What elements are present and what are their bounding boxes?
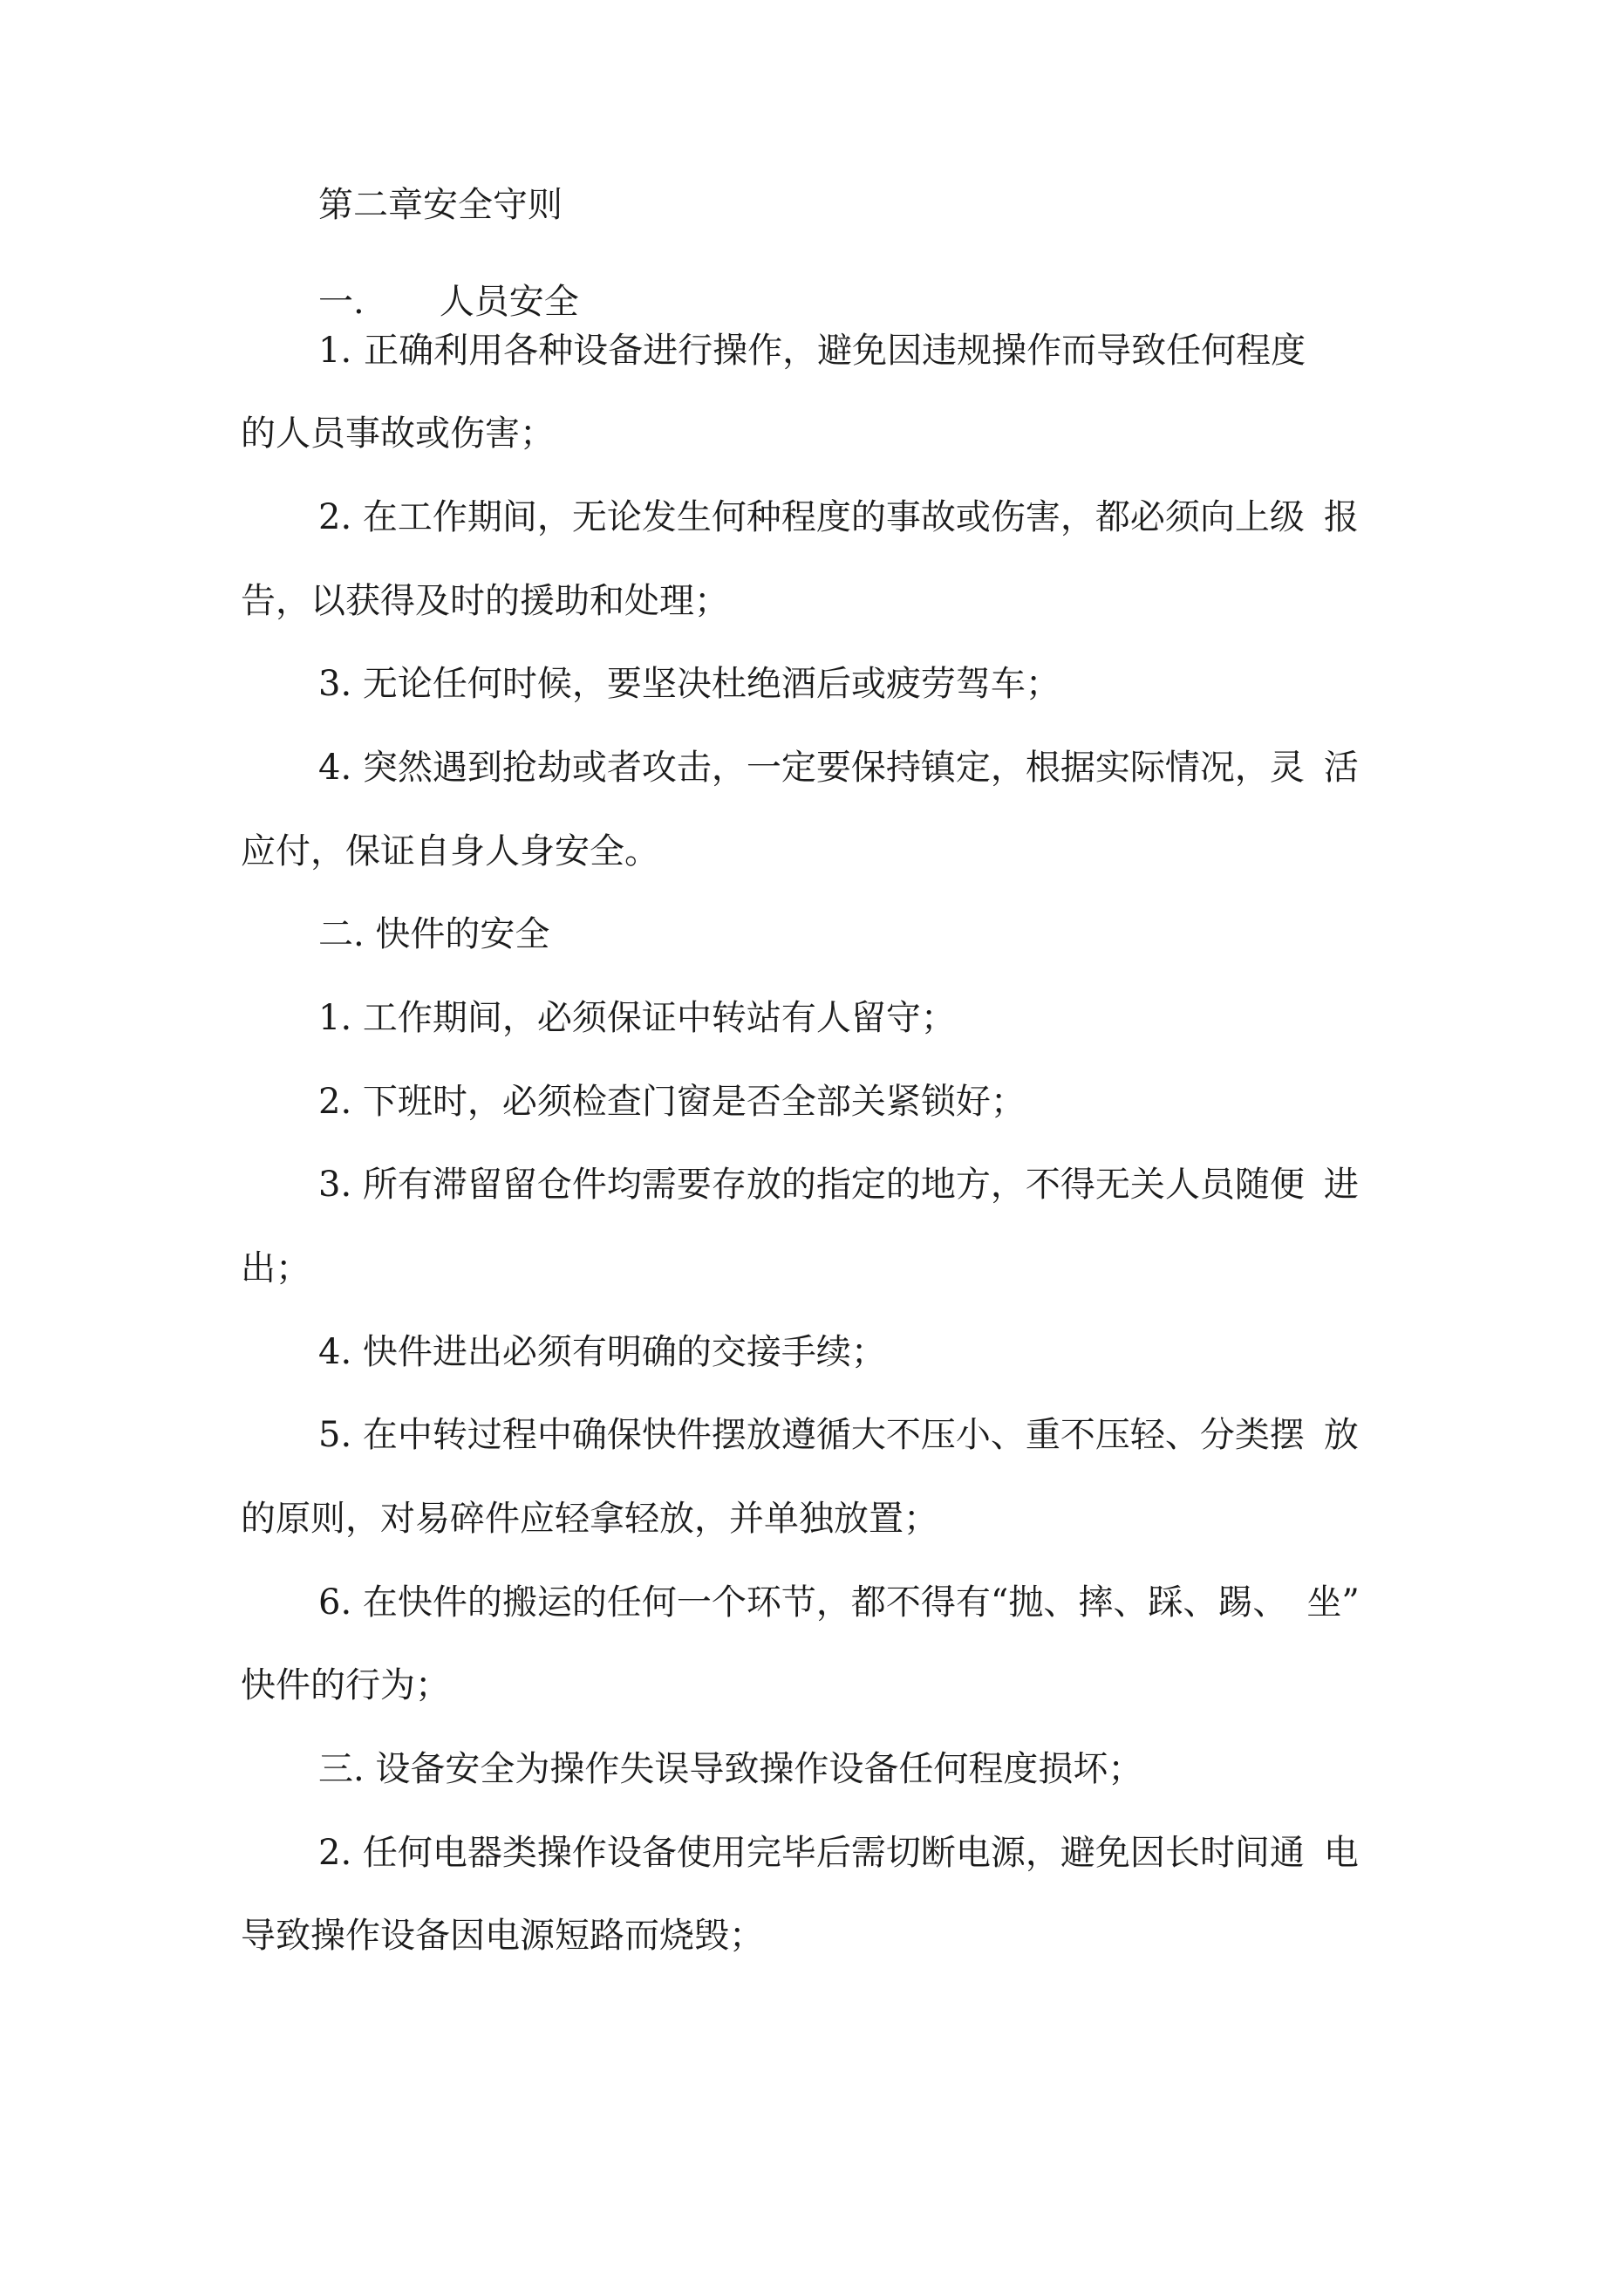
paragraph-line: 4. 快件进出必须有明确的交接手续； bbox=[318, 1332, 886, 1372]
section-heading-personnel bbox=[318, 281, 579, 323]
paragraph-line bbox=[318, 1832, 1359, 1874]
item-text-tail: 放 bbox=[1323, 1415, 1359, 1455]
paragraph-line bbox=[318, 1164, 1359, 1206]
paragraph-line: 告，以获得及时的援助和处理； bbox=[241, 581, 729, 621]
item-text: 5. 在中转过程中确保快件摆放遵循大不压小、重不压轻、分类摆 bbox=[318, 1415, 1305, 1455]
item-text: 4. 突然遇到抢劫或者攻击，一定要保持镇定，根据实际情况，灵 bbox=[318, 748, 1305, 788]
paragraph-line bbox=[318, 496, 1359, 538]
item-text: 3. 所有滞留留仓件均需要存放的指定的地方，不得无关人员随便 bbox=[318, 1165, 1305, 1205]
item-text-tail: 坐” bbox=[1306, 1582, 1360, 1623]
section-heading-equipment: 三. 设备安全为操作失误导致操作设备任何程度损坏； bbox=[318, 1749, 1143, 1789]
item-text-tail: 进 bbox=[1323, 1165, 1359, 1205]
paragraph-line bbox=[318, 1414, 1359, 1456]
paragraph-line bbox=[318, 330, 1306, 372]
paragraph-line: 2. 下班时，必须检查门窗是否全部关紧锁好； bbox=[318, 1082, 1026, 1122]
item-text-tail: 电 bbox=[1323, 1833, 1359, 1873]
paragraph-line bbox=[318, 747, 1359, 789]
item-text: 2. 任何电器类操作设备使用完毕后需切断电源，避免因长时间通 bbox=[318, 1833, 1305, 1873]
item-text: 6. 在快件的搬运的任何一个环节，都不得有“抛、摔、踩、踢、 bbox=[318, 1582, 1288, 1623]
paragraph-line: 快件的行为； bbox=[241, 1665, 450, 1705]
paragraph-line: 出； bbox=[241, 1248, 310, 1288]
paragraph-line: 导致操作设备因电源短路而烧毁； bbox=[241, 1916, 764, 1956]
section-number: 一. bbox=[318, 282, 365, 322]
paragraph-line: 应付，保证自身人身安全。 bbox=[241, 831, 659, 871]
item-number: 1. bbox=[318, 331, 352, 371]
paragraph-line bbox=[318, 1582, 1360, 1623]
item-text: 正确利用各种设备进行操作，避免因违规操作而导致任何程度 bbox=[364, 331, 1306, 371]
chapter-title: 第二章安全守则 bbox=[318, 185, 563, 225]
item-text-tail: 报 bbox=[1323, 497, 1359, 537]
paragraph-line: 的人员事故或伤害； bbox=[241, 413, 555, 454]
item-text-tail: 活 bbox=[1323, 748, 1359, 788]
paragraph-line: 1. 工作期间，必须保证中转站有人留守； bbox=[318, 998, 956, 1038]
paragraph-line: 3. 无论任何时候，要坚决杜绝酒后或疲劳驾车； bbox=[318, 664, 1060, 704]
paragraph-line: 的原则，对易碎件应轻拿轻放，并单独放置； bbox=[241, 1499, 938, 1539]
section-title: 人员安全 bbox=[439, 282, 579, 322]
section-heading-parcels: 二. 快件的安全 bbox=[318, 914, 550, 954]
item-text: 2. 在工作期间，无论发生何种程度的事故或伤害，都必须向上级 bbox=[318, 497, 1305, 537]
